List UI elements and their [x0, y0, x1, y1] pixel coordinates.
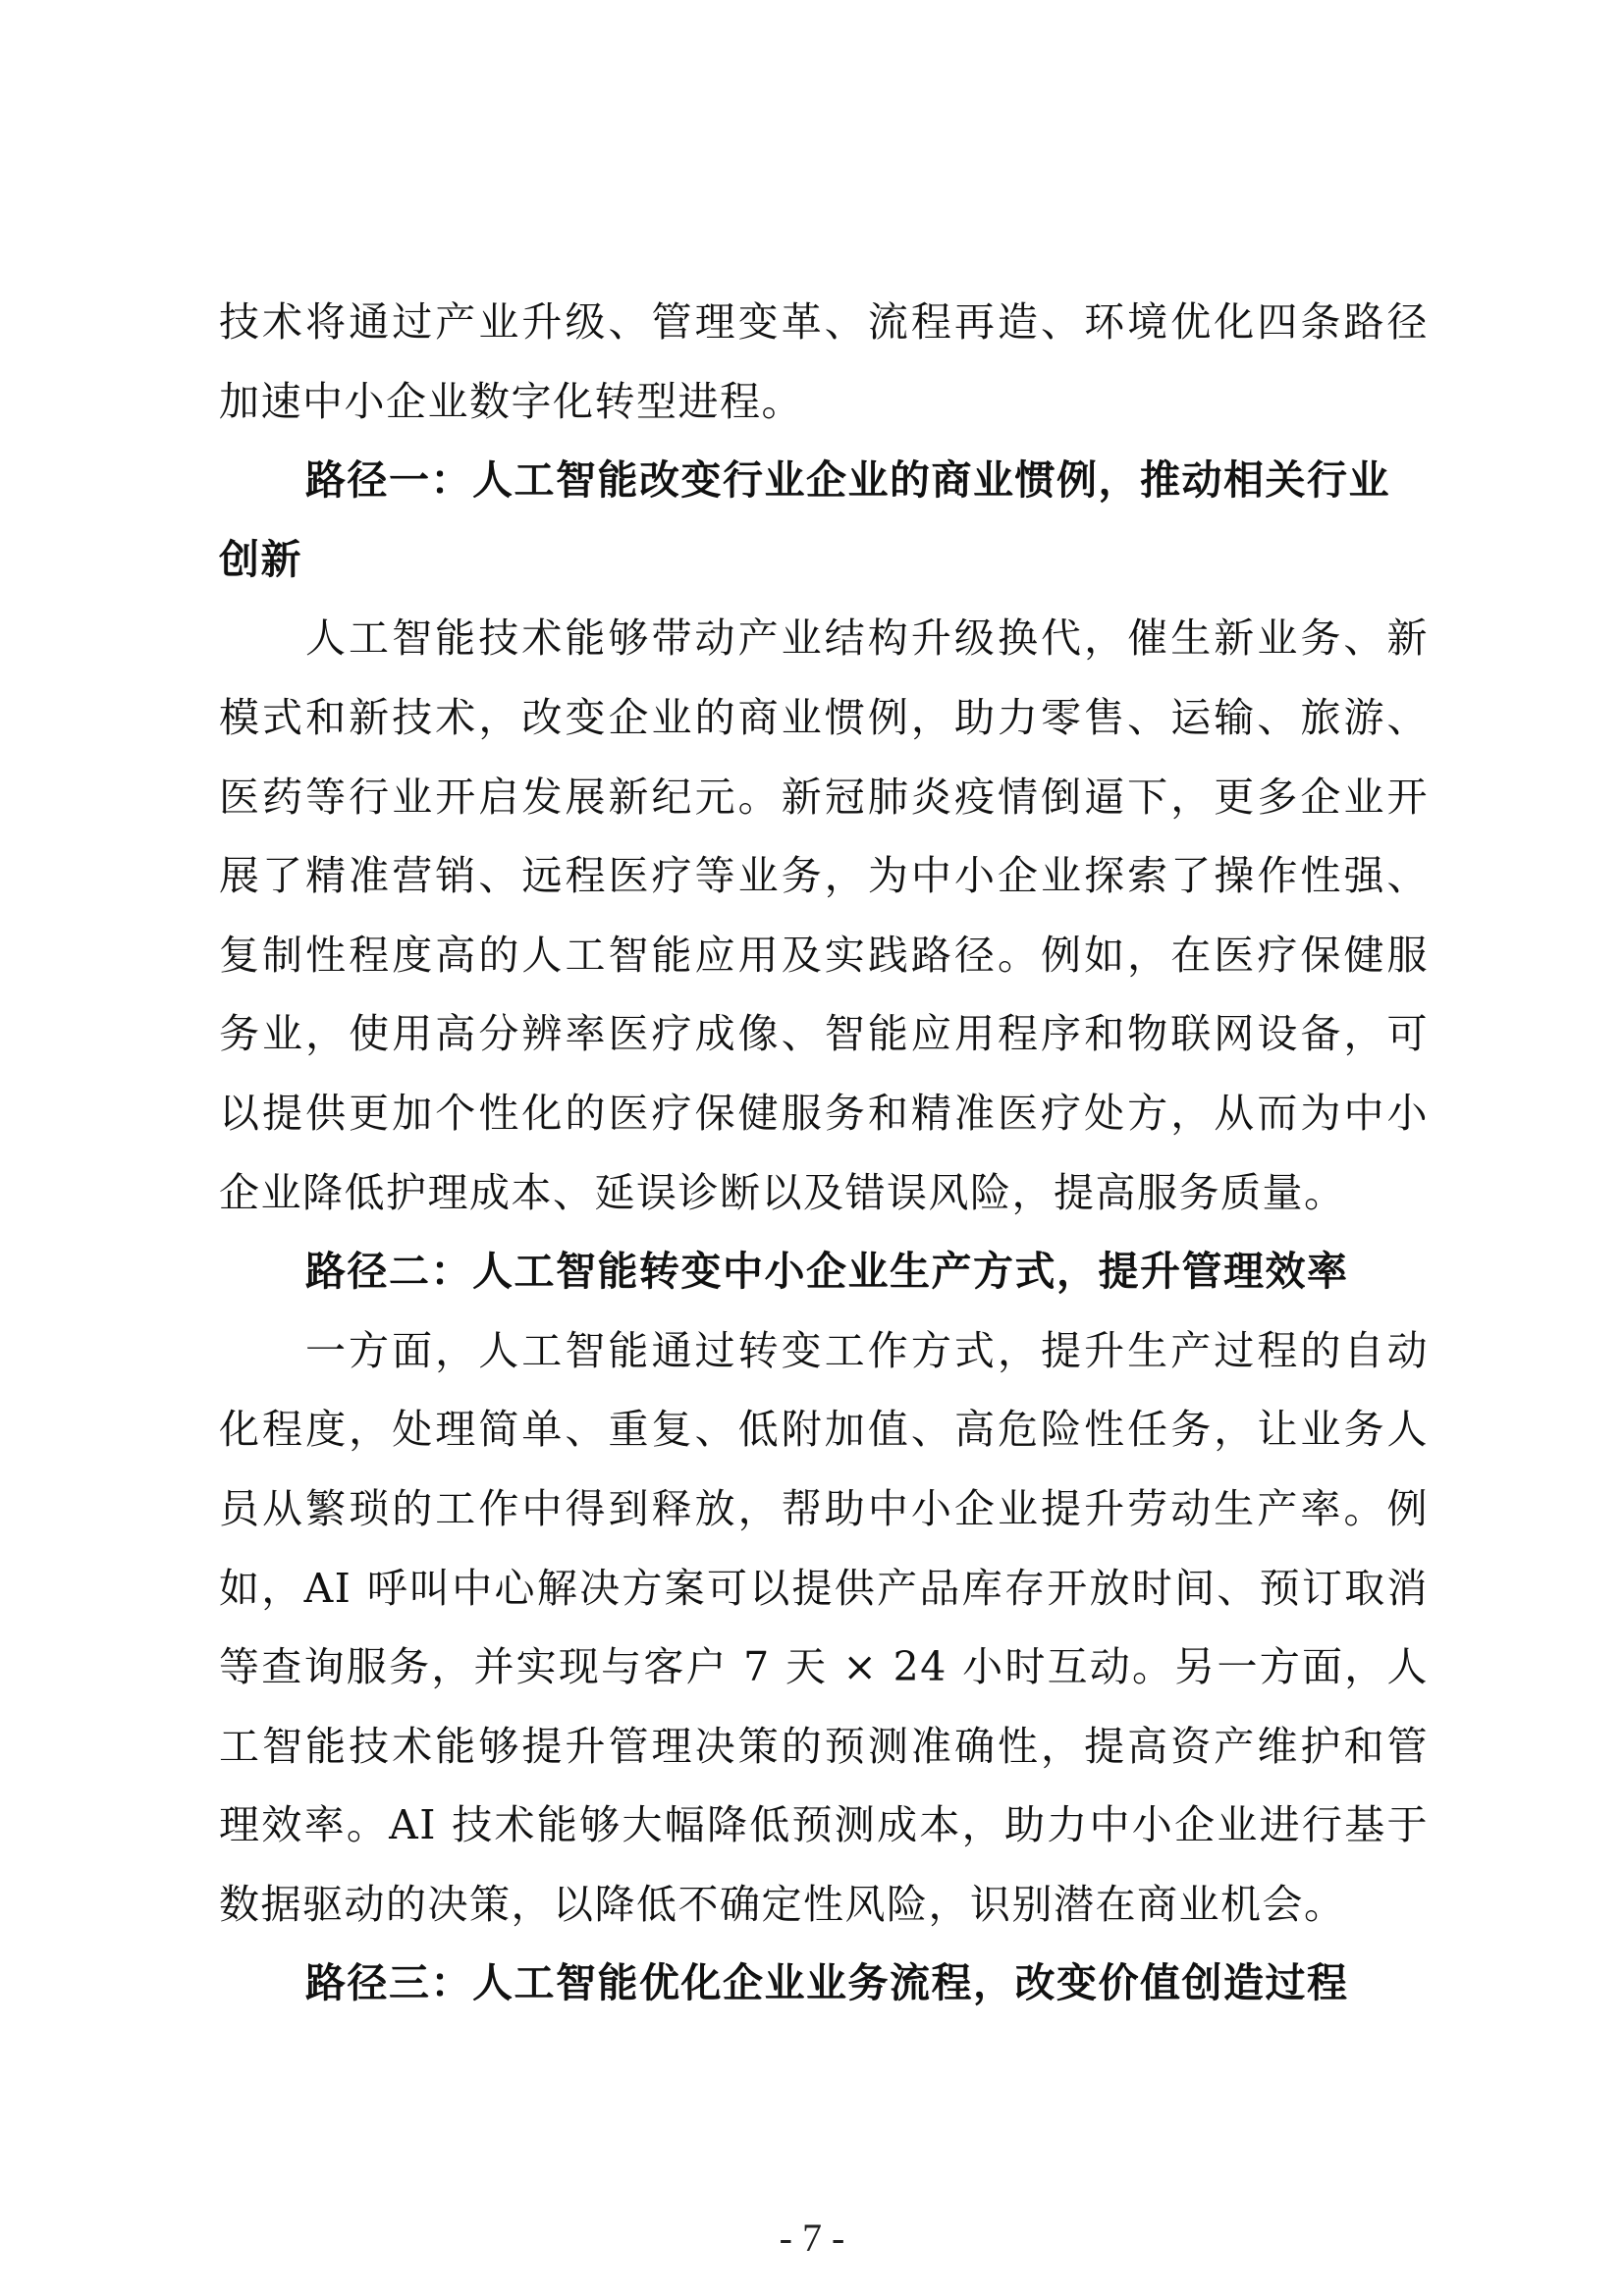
paragraph-path-one: 人工智能技术能够带动产业结构升级换代，催生新业务、新模式和新技术，改变企业的商业惯例，助力零售、运输、旅游、医药等行业开启发展新纪元。新冠肺炎疫情倒逼下，更多企业开展了精准营销、远程医疗等业务，为中小企业探索了操作性强、复制性程度高的人工智能应用及实践路径。例如，在医疗保健服务业，使用高分辨率医疗成像、智能应用程序和物联网设备，可以提供更加个性化的医疗保健服务和精准医疗处方，从而为中小企业降低护理成本、延误诊断以及错误风险，提高服务质量。: [219, 614, 1429, 1216]
document-body: [219, 283, 1429, 2023]
paragraph-continued: 技术将通过产业升级、管理变革、流程再造、环境优化四条路径加速中小企业数字化转型进程。: [219, 298, 1429, 425]
section-heading-path-one: 路径一：人工智能改变行业企业的商业惯例，推动相关行业创新: [219, 456, 1390, 583]
section-heading-path-three: 路径三：人工智能优化企业业务流程，改变价值创造过程: [305, 1959, 1349, 2007]
page-number: - 7 -: [779, 2216, 845, 2260]
paragraph-path-two: 一方面，人工智能通过转变工作方式，提升生产过程的自动化程度，处理简单、重复、低附加值、高危险性任务，让业务人员从繁琐的工作中得到释放，帮助中小企业提升劳动生产率。例如，AI 呼叫中心解决方案可以提供产品库存开放时间、预订取消等查询服务，并实现与客户 7 天 × 24 小时互动。另一方面，人工智能技术能够提升管理决策的预测准确性，提高资产维护和管理效率。AI 技术能够大幅降低预测成本，助力中小企业进行基于数据驱动的决策，以降低不确定性风险，识别潜在商业机会。: [219, 1326, 1429, 1928]
section-heading-path-two: 路径二：人工智能转变中小企业生产方式，提升管理效率: [305, 1248, 1349, 1296]
